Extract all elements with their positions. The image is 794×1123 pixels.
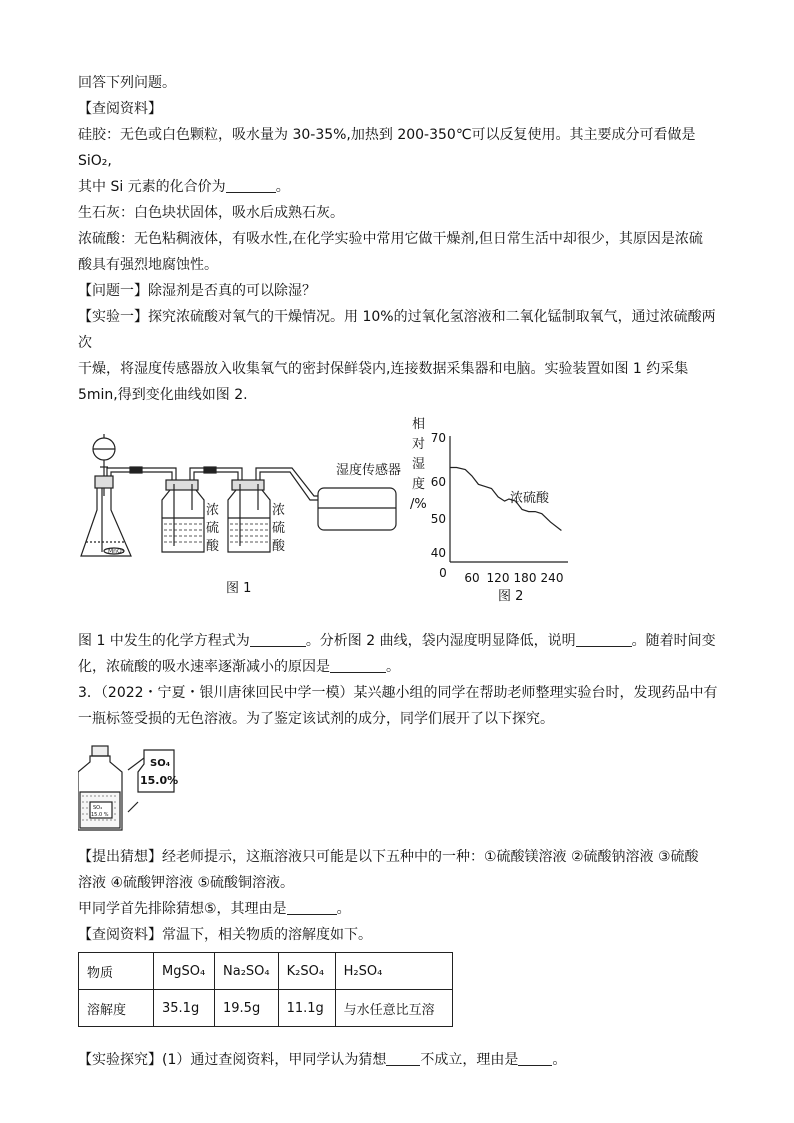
equation-text: 。随着时间变 xyxy=(631,633,716,649)
question-3-line-1: 3．（2022・宁夏・银川唐徕回民中学一模）某兴趣小组的同学在帮助老师整理实验台时，发现药品中有 xyxy=(78,685,718,701)
table-cell: K₂SO₄ xyxy=(278,953,335,990)
y-tick-label: 50 xyxy=(430,512,446,526)
small-label-formula: SO₄ xyxy=(93,805,103,811)
reagent-bottle-figure xyxy=(78,742,208,834)
inquiry-text: 不成立，理由是 xyxy=(420,1052,519,1068)
y-axis-title xyxy=(410,416,427,512)
table-cell: 19.5g xyxy=(215,990,279,1027)
wash-bottle-2 xyxy=(228,480,270,552)
table-row xyxy=(79,990,453,1027)
equation-text: 化，浓硫酸的吸水速率逐渐减小的原因是 xyxy=(78,659,330,675)
x-tick-labels xyxy=(439,566,563,585)
equation-text: 图 1 中发生的化学方程式为 xyxy=(78,633,250,649)
answer-blank[interactable] xyxy=(250,632,306,647)
hypothesis-line-1: 【提出猜想】经老师提示，这瓶溶液只可能是以下五种中的一种：①硫酸镁溶液 ②硫酸钠溶液 ③硫酸 xyxy=(78,849,699,865)
acid-label-1-char: 浓 xyxy=(206,503,220,518)
acid-label-1-char: 硫 xyxy=(206,521,220,536)
x-tick-label: 0 xyxy=(439,566,447,580)
equation-line-2 xyxy=(78,654,718,680)
solubility-table xyxy=(78,952,453,1027)
acid-label-1 xyxy=(206,503,220,554)
table-cell: 11.1g xyxy=(278,990,335,1027)
conical-flask xyxy=(81,476,131,556)
question-3-line-2: 一瓶标签受损的无色溶液。为了鉴定该试剂的成分，同学们展开了以下探究。 xyxy=(78,711,554,727)
acid-line-2: 酸具有强烈地腐蚀性。 xyxy=(78,257,218,273)
connecting-tubes xyxy=(107,467,318,500)
reference-heading: 【查阅资料】 xyxy=(78,101,162,117)
y-tick-label: 70 xyxy=(430,431,446,445)
acid-label-2-char: 硫 xyxy=(272,521,286,536)
table-cell: Na₂SO₄ xyxy=(215,953,279,990)
answer-blank[interactable] xyxy=(576,632,632,647)
answer-blank[interactable] xyxy=(287,900,337,915)
experiment-one-line-3: 5min,得到变化曲线如图 2. xyxy=(78,387,248,403)
quicklime-line: 生石灰：白色块状固体，吸水后成熟石灰。 xyxy=(78,205,344,221)
experiment-inquiry-line xyxy=(78,1047,718,1073)
humidity-chart xyxy=(408,412,578,612)
acid-line-1: 浓硫酸：无色粘稠液体，有吸水性,在化学实验中常用它做干燥剂,但日常生活中却很少，其原因是浓硫 xyxy=(78,231,703,247)
experiment-one-line-2: 干燥，将湿度传感器放入收集氧气的密封保鲜袋内,连接数据采集器和电脑。实验装置如图 1 约采集 xyxy=(78,361,689,377)
acid-label-2-char: 浓 xyxy=(272,503,286,518)
hypothesis-line-2: 溶液 ④硫酸钾溶液 ⑤硫酸铜溶液。 xyxy=(78,875,295,891)
period: 。 xyxy=(386,659,400,675)
table-cell: 与水任意比互溶 xyxy=(335,990,452,1027)
silica-line-1: 硅胶：无色或白色颗粒，吸水量为 30-35%,加热到 200-350℃可以反复使用。其主要成分可看做是 SiO₂, xyxy=(78,127,696,169)
acid-label-2 xyxy=(272,503,286,554)
reference-2-line: 【查阅资料】常温下，相关物质的溶解度如下。 xyxy=(78,927,372,943)
silica-line-2 xyxy=(78,174,718,200)
y-tick-label: 60 xyxy=(430,475,446,489)
equation-line-1 xyxy=(78,628,718,654)
student-jia-text: 甲同学首先排除猜想⑤，其理由是 xyxy=(78,901,287,917)
table-row xyxy=(79,953,453,990)
acid-label-2-char: 酸 xyxy=(272,539,286,554)
figure-1-caption: 图 1 xyxy=(226,581,252,596)
x-tick-label: 240 xyxy=(540,571,564,585)
student-jia-line xyxy=(78,896,718,922)
x-tick-label: 60 xyxy=(464,571,480,585)
silica-text: 其中 Si 元素的化合价为 xyxy=(78,179,226,195)
period: 。 xyxy=(275,179,290,195)
answer-blank[interactable] xyxy=(518,1051,552,1066)
y-title-char: 湿 xyxy=(412,457,426,472)
enlarged-label-formula: SO₄ xyxy=(150,758,171,769)
equation-text: 。分析图 2 曲线，袋内湿度明显降低，说明 xyxy=(305,633,576,649)
wash-bottle-1 xyxy=(162,480,204,552)
inquiry-text: 【实验探究】(1）通过查阅资料，甲同学认为猜想 xyxy=(78,1052,387,1068)
acid-label-1-char: 酸 xyxy=(206,539,220,554)
answer-blank[interactable] xyxy=(330,658,386,673)
table-cell: MgSO₄ xyxy=(154,953,215,990)
y-title-char: 相 xyxy=(412,417,426,432)
period: 。 xyxy=(336,901,351,917)
figures-row xyxy=(78,408,718,628)
sensor-label: 湿度传感器 xyxy=(336,463,402,478)
series-label: 浓硫酸 xyxy=(510,491,550,506)
humidity-sensor-bag xyxy=(318,488,396,530)
apparatus-figure xyxy=(78,414,408,614)
table-cell: H₂SO₄ xyxy=(335,953,452,990)
document-page xyxy=(78,70,718,1073)
y-title-char: /% xyxy=(410,497,427,512)
y-tick-labels xyxy=(431,431,446,560)
table-cell: 物质 xyxy=(79,953,154,990)
table-cell: 溶解度 xyxy=(79,990,154,1027)
answer-blank[interactable] xyxy=(226,178,276,193)
intro-line: 回答下列问题。 xyxy=(78,75,176,91)
experiment-one-line-1: 【实验一】探究浓硫酸对氧气的干燥情况。用 10%的过氧化氢溶液和二氧化锰制取氧气，通过浓硫酸两次 xyxy=(78,309,716,351)
question-one: 【问题一】除湿剂是否真的可以除湿？ xyxy=(78,283,316,299)
y-title-char: 对 xyxy=(412,437,426,452)
figure-2-caption: 图 2 xyxy=(498,589,524,604)
x-tick-label: 180 xyxy=(513,571,537,585)
period: 。 xyxy=(552,1052,567,1068)
x-tick-label: 120 xyxy=(486,571,510,585)
small-label-percent: 15.0 % xyxy=(91,812,109,818)
mno2-label: MnO₂ xyxy=(108,548,125,555)
enlarged-label-percent: 15.0% xyxy=(140,774,179,787)
answer-blank[interactable] xyxy=(386,1051,420,1066)
table-cell: 35.1g xyxy=(154,990,215,1027)
y-title-char: 度 xyxy=(412,477,426,492)
y-tick-label: 40 xyxy=(430,546,446,560)
